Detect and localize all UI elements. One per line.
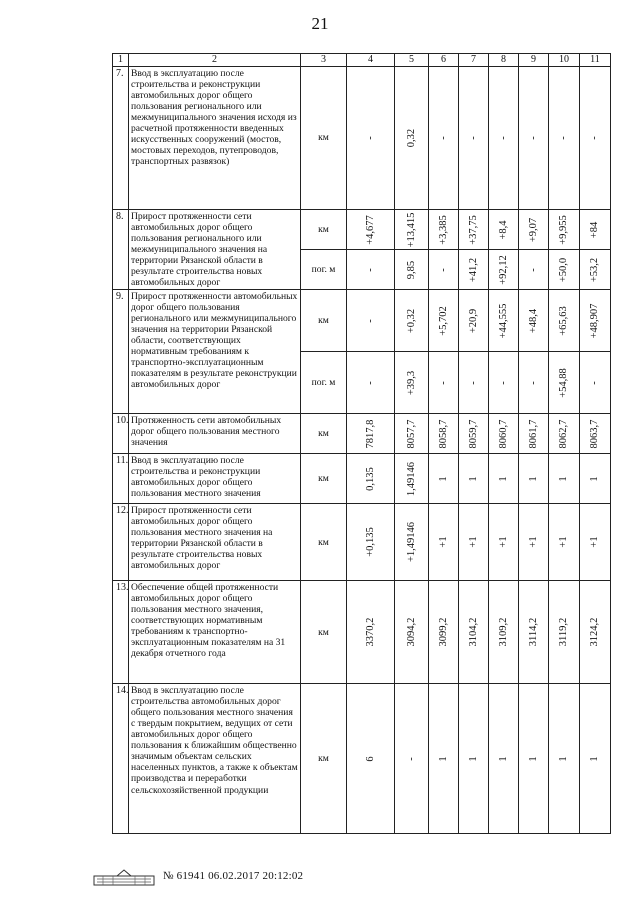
header-row xyxy=(113,54,611,67)
value-cell xyxy=(395,210,429,250)
value-text: - xyxy=(364,380,376,385)
value-text: +44,555 xyxy=(497,303,509,339)
unit-cell: км xyxy=(301,581,347,684)
unit-cell: км xyxy=(301,210,347,250)
value-cell xyxy=(459,352,489,414)
value-cell xyxy=(549,504,580,581)
unit-cell: пог. м xyxy=(301,250,347,290)
value-text: 8058,7 xyxy=(437,419,449,449)
value-cell xyxy=(459,414,489,454)
value-cell xyxy=(489,454,519,504)
unit-cell: км xyxy=(301,290,347,352)
value-cell xyxy=(549,684,580,834)
value-text: 0,135 xyxy=(364,466,376,491)
value-cell xyxy=(549,210,580,250)
value-cell xyxy=(580,210,611,250)
value-text: 0,32 xyxy=(405,128,417,148)
value-text: - xyxy=(437,136,449,140)
value-text: +92,12 xyxy=(497,254,509,285)
value-cell xyxy=(519,290,549,352)
value-cell xyxy=(429,581,459,684)
row-number: 10. xyxy=(113,414,129,454)
value-text: +1 xyxy=(467,536,479,548)
value-text: 8060,7 xyxy=(497,419,509,449)
registration-number: № 61941 06.02.2017 20:12:02 xyxy=(163,870,304,882)
value-cell xyxy=(549,250,580,290)
value-cell xyxy=(549,352,580,414)
value-cell xyxy=(489,290,519,352)
value-cell xyxy=(459,454,489,504)
column-number-header: 10 xyxy=(549,54,580,67)
value-cell xyxy=(347,504,395,581)
value-cell xyxy=(395,581,429,684)
value-cell xyxy=(395,414,429,454)
value-text: - xyxy=(467,136,479,140)
value-cell xyxy=(549,67,580,210)
value-cell xyxy=(459,684,489,834)
value-cell xyxy=(395,504,429,581)
row-number: 13. xyxy=(113,581,129,684)
indicator-description: Обеспечение общей протяженности автомобильных дорог общего пользования местного значения, соответствующих нормативным требованиям к транспортно-эксплуатационным показателям на 31 декабря отчетного года xyxy=(129,581,301,684)
registry-stamp-icon xyxy=(93,869,155,887)
value-text: 3114,2 xyxy=(527,617,539,647)
value-cell xyxy=(429,210,459,250)
value-text: 7817,8 xyxy=(364,419,376,449)
value-cell xyxy=(519,414,549,454)
unit-cell: пог. м xyxy=(301,352,347,414)
indicator-description: Прирост протяженности автомобильных дорог общего пользования регионального или межмуниципального значения на территории Рязанской области, соответствующих нормативным требованиям к транспортно-эксплуатационным показателям в результате реконструкции автомобильных дорог xyxy=(129,290,301,414)
value-text: - xyxy=(588,136,600,140)
value-cell xyxy=(580,454,611,504)
row-number: 12. xyxy=(113,504,129,581)
value-text: 8061,7 xyxy=(527,419,539,449)
value-text: 1 xyxy=(527,756,539,762)
value-cell xyxy=(459,581,489,684)
value-text: +39,3 xyxy=(405,370,417,395)
value-text: 1,49146 xyxy=(405,461,417,496)
column-number-header: 2 xyxy=(129,54,301,67)
value-cell xyxy=(580,504,611,581)
value-cell xyxy=(459,290,489,352)
table-row xyxy=(113,414,611,454)
value-text: +37,75 xyxy=(467,214,479,245)
value-text: 6 xyxy=(364,756,376,762)
value-cell xyxy=(347,290,395,352)
value-cell xyxy=(519,684,549,834)
value-cell xyxy=(519,210,549,250)
column-number-header: 11 xyxy=(580,54,611,67)
table-row xyxy=(113,210,611,250)
value-text: +3,385 xyxy=(437,214,449,245)
value-cell xyxy=(395,67,429,210)
value-cell xyxy=(489,581,519,684)
value-text: 9,85 xyxy=(405,260,417,279)
value-cell xyxy=(429,290,459,352)
column-number-header: 7 xyxy=(459,54,489,67)
value-cell xyxy=(459,250,489,290)
value-cell xyxy=(395,290,429,352)
value-text: - xyxy=(467,380,479,385)
table-row xyxy=(113,581,611,684)
value-cell xyxy=(429,352,459,414)
indicator-description: Ввод в эксплуатацию после строительства и реконструкции автомобильных дорог общего пользования регионального или межмуниципального значения исходя из расчетной протяженности введенных искусственных сооружений (мостов, мостовых переходов, путепроводов, транспортных развязок) xyxy=(129,67,301,210)
table-row xyxy=(113,684,611,834)
value-text: 3370,2 xyxy=(364,617,376,647)
value-text: +1 xyxy=(527,536,539,548)
value-cell xyxy=(489,352,519,414)
value-text: 1 xyxy=(497,756,509,762)
indicator-description: Прирост протяженности сети автомобильных дорог общего пользования местного значения на территории Рязанской области в результате строительства новых автомобильных дорог xyxy=(129,504,301,581)
value-text: - xyxy=(497,380,509,385)
value-text: +54,88 xyxy=(557,367,569,398)
value-cell xyxy=(580,414,611,454)
value-text: 8057,7 xyxy=(405,419,417,449)
row-number: 14. xyxy=(113,684,129,834)
value-cell xyxy=(489,250,519,290)
value-text: - xyxy=(405,756,417,761)
unit-cell: км xyxy=(301,454,347,504)
value-cell xyxy=(429,414,459,454)
value-cell xyxy=(459,504,489,581)
value-cell xyxy=(489,67,519,210)
value-text: 1 xyxy=(497,476,509,482)
value-cell xyxy=(580,290,611,352)
value-cell xyxy=(519,67,549,210)
value-cell xyxy=(580,352,611,414)
column-number-header: 6 xyxy=(429,54,459,67)
value-text: - xyxy=(527,380,539,385)
value-text: 8063,7 xyxy=(588,419,600,449)
value-cell xyxy=(429,67,459,210)
value-cell xyxy=(580,67,611,210)
table-row xyxy=(113,290,611,352)
value-text: - xyxy=(588,380,600,385)
indicator-description: Ввод в эксплуатацию после строительства и реконструкции автомобильных дорог общего пользования местного значения xyxy=(129,454,301,504)
column-number-header: 1 xyxy=(113,54,129,67)
value-text: 1 xyxy=(557,756,569,762)
value-cell xyxy=(347,250,395,290)
value-cell xyxy=(519,504,549,581)
value-cell xyxy=(519,454,549,504)
value-text: - xyxy=(527,136,539,140)
value-text: 1 xyxy=(437,476,449,482)
value-text: 3104,2 xyxy=(467,617,479,647)
value-cell xyxy=(519,250,549,290)
value-text: +4,677 xyxy=(364,214,376,245)
value-text: +8,4 xyxy=(497,220,509,240)
value-text: - xyxy=(557,136,569,140)
value-cell xyxy=(489,504,519,581)
value-text: - xyxy=(364,267,376,272)
value-text: 3119,2 xyxy=(557,617,569,647)
indicator-description: Ввод в эксплуатацию после строительства автомобильных дорог общего пользования местного значения с твердым покрытием, ведущих от сети автомобильных дорог общего пользования к ближайшим общественно значимым объектам сельских населенных пунктов, а также к объектам производства и переработки сельскохозяйственной продукции xyxy=(129,684,301,834)
value-text: +48,907 xyxy=(588,303,600,339)
value-cell xyxy=(580,250,611,290)
value-text: - xyxy=(364,318,376,323)
value-text: +53,2 xyxy=(588,257,600,282)
indicator-description: Протяженность сети автомобильных дорог общего пользования местного значения xyxy=(129,414,301,454)
value-text: 3109,2 xyxy=(497,617,509,647)
value-cell xyxy=(395,684,429,834)
unit-cell: км xyxy=(301,67,347,210)
value-cell xyxy=(519,581,549,684)
value-text: 1 xyxy=(588,756,600,762)
value-text: +9,955 xyxy=(557,214,569,245)
row-number: 8. xyxy=(113,210,129,290)
table-row xyxy=(113,454,611,504)
value-cell xyxy=(549,581,580,684)
value-text: +84 xyxy=(588,221,600,238)
column-number-header: 4 xyxy=(347,54,395,67)
value-text: - xyxy=(364,136,376,140)
value-cell xyxy=(489,210,519,250)
table-row xyxy=(113,504,611,581)
value-text: +20,9 xyxy=(467,308,479,333)
page-number: 21 xyxy=(311,14,329,33)
value-cell xyxy=(395,250,429,290)
value-text: +65,63 xyxy=(557,305,569,336)
value-text: +13,415 xyxy=(405,212,417,247)
value-text: +0,32 xyxy=(405,308,417,333)
row-number: 7. xyxy=(113,67,129,210)
value-cell xyxy=(519,352,549,414)
value-text: - xyxy=(527,267,539,272)
value-text: 3099,2 xyxy=(437,617,449,647)
value-text: 8062,7 xyxy=(557,419,569,449)
value-cell xyxy=(347,454,395,504)
value-cell xyxy=(580,581,611,684)
value-text: +41,2 xyxy=(467,257,479,282)
value-cell xyxy=(429,250,459,290)
value-cell xyxy=(580,684,611,834)
value-text: 3124,2 xyxy=(588,617,600,647)
column-number-header: 9 xyxy=(519,54,549,67)
value-cell xyxy=(395,454,429,504)
value-text: 1 xyxy=(527,476,539,482)
row-number: 9. xyxy=(113,290,129,414)
value-cell xyxy=(459,210,489,250)
value-text: +1 xyxy=(437,536,449,548)
unit-cell: км xyxy=(301,684,347,834)
value-text: 1 xyxy=(467,756,479,762)
value-text: +48,4 xyxy=(527,308,539,333)
column-number-header: 3 xyxy=(301,54,347,67)
value-text: +1 xyxy=(557,536,569,548)
value-cell xyxy=(549,290,580,352)
value-cell xyxy=(489,684,519,834)
value-text: 3094,2 xyxy=(405,617,417,647)
indicators-table xyxy=(112,53,611,834)
value-cell xyxy=(347,67,395,210)
column-number-header: 8 xyxy=(489,54,519,67)
value-cell xyxy=(489,414,519,454)
value-cell xyxy=(549,414,580,454)
row-number: 11. xyxy=(113,454,129,504)
value-text: +9,07 xyxy=(527,217,539,242)
value-text: 1 xyxy=(557,476,569,482)
table-row xyxy=(113,67,611,210)
value-text: +5,702 xyxy=(437,305,449,336)
value-cell xyxy=(347,414,395,454)
column-number-header: 5 xyxy=(395,54,429,67)
unit-cell: км xyxy=(301,414,347,454)
indicator-description: Прирост протяженности сети автомобильных дорог общего пользования регионального или межмуниципального значения на территории Рязанской области в результате строительства новых автомобильных дорог xyxy=(129,210,301,290)
value-cell xyxy=(429,454,459,504)
value-text: 1 xyxy=(588,476,600,482)
value-cell xyxy=(347,210,395,250)
value-cell xyxy=(395,352,429,414)
unit-cell: км xyxy=(301,504,347,581)
value-cell xyxy=(549,454,580,504)
value-cell xyxy=(347,684,395,834)
value-text: +0,135 xyxy=(364,527,376,557)
value-text: +1 xyxy=(588,536,600,548)
value-cell xyxy=(429,684,459,834)
value-text: - xyxy=(497,136,509,140)
value-text: +1 xyxy=(497,536,509,548)
value-text: 8059,7 xyxy=(467,419,479,449)
value-text: +1,49146 xyxy=(405,522,417,563)
value-cell xyxy=(429,504,459,581)
value-text: +50,0 xyxy=(557,257,569,282)
value-cell xyxy=(459,67,489,210)
value-cell xyxy=(347,352,395,414)
value-cell xyxy=(347,581,395,684)
value-text: 1 xyxy=(437,756,449,762)
value-text: - xyxy=(437,267,449,272)
value-text: - xyxy=(437,380,449,385)
value-text: 1 xyxy=(467,476,479,482)
